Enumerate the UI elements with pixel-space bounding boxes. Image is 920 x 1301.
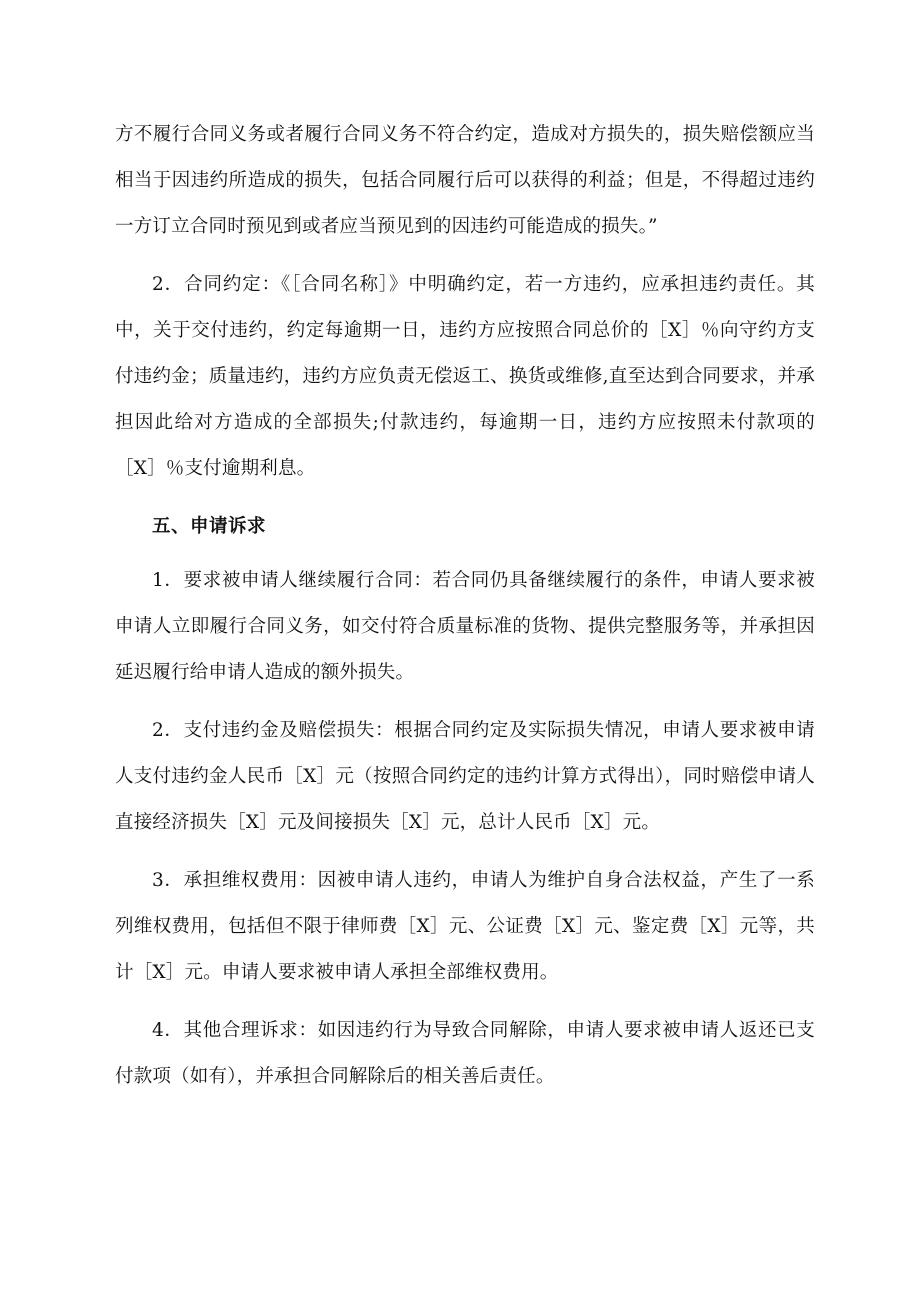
paragraph-claim-penalty-compensation: 2．支付违约金及赔偿损失：根据合同约定及实际损失情况，申请人要求被申请人支付违约金人民币［X］元（按照合同约定的违约计算方式得出），同时赔偿申请人直接经济损失［X］元及间接损失［X］元，总计人民币［X］元。 (115, 720, 815, 833)
document-body (115, 112, 815, 1100)
paragraph-continuation: 方不履行合同义务或者履行合同义务不符合约定，造成对方损失的，损失赔偿额应当相当于因违约所造成的损失，包括合同履行后可以获得的利益；但是，不得超过违约一方订立合同时预见到或者应当预见到的因违约可能造成的损失。” (115, 124, 815, 237)
paragraph-claim-continue-performance: 1．要求被申请人继续履行合同：若合同仍具备继续履行的条件，申请人要求被申请人立即履行合同义务，如交付符合质量标准的货物、提供完整服务等，并承担因延迟履行给申请人造成的额外损失。 (115, 570, 815, 683)
section-heading-claims: 五、申请诉求 (152, 516, 267, 537)
paragraph-contract-agreement: 2．合同约定：《［合同名称］》中明确约定，若一方违约，应承担违约责任。其中，关于交付违约，约定每逾期一日，违约方应按照合同总价的［X］％向守约方支付违约金；质量违约，违约方应负责无偿返工、换货或维修,直至达到合同要求，并承担因此给对方造成的全部损失;付款违约，每逾期一日，违约方应按照未付款项的［X］％支付逾期利息。 (115, 274, 815, 479)
paragraph-claim-other: 4．其他合理诉求：如因违约行为导致合同解除，申请人要求被申请人返还已支付款项（如有），并承担合同解除后的相关善后责任。 (115, 1020, 815, 1087)
paragraph-claim-rights-costs: 3．承担维权费用：因被申请人违约，申请人为维护自身合法权益，产生了一系列维权费用，包括但不限于律师费［X］元、公证费［X］元、鉴定费［X］元等，共计［X］元。申请人要求被申请人承担全部维权费用。 (115, 870, 815, 983)
